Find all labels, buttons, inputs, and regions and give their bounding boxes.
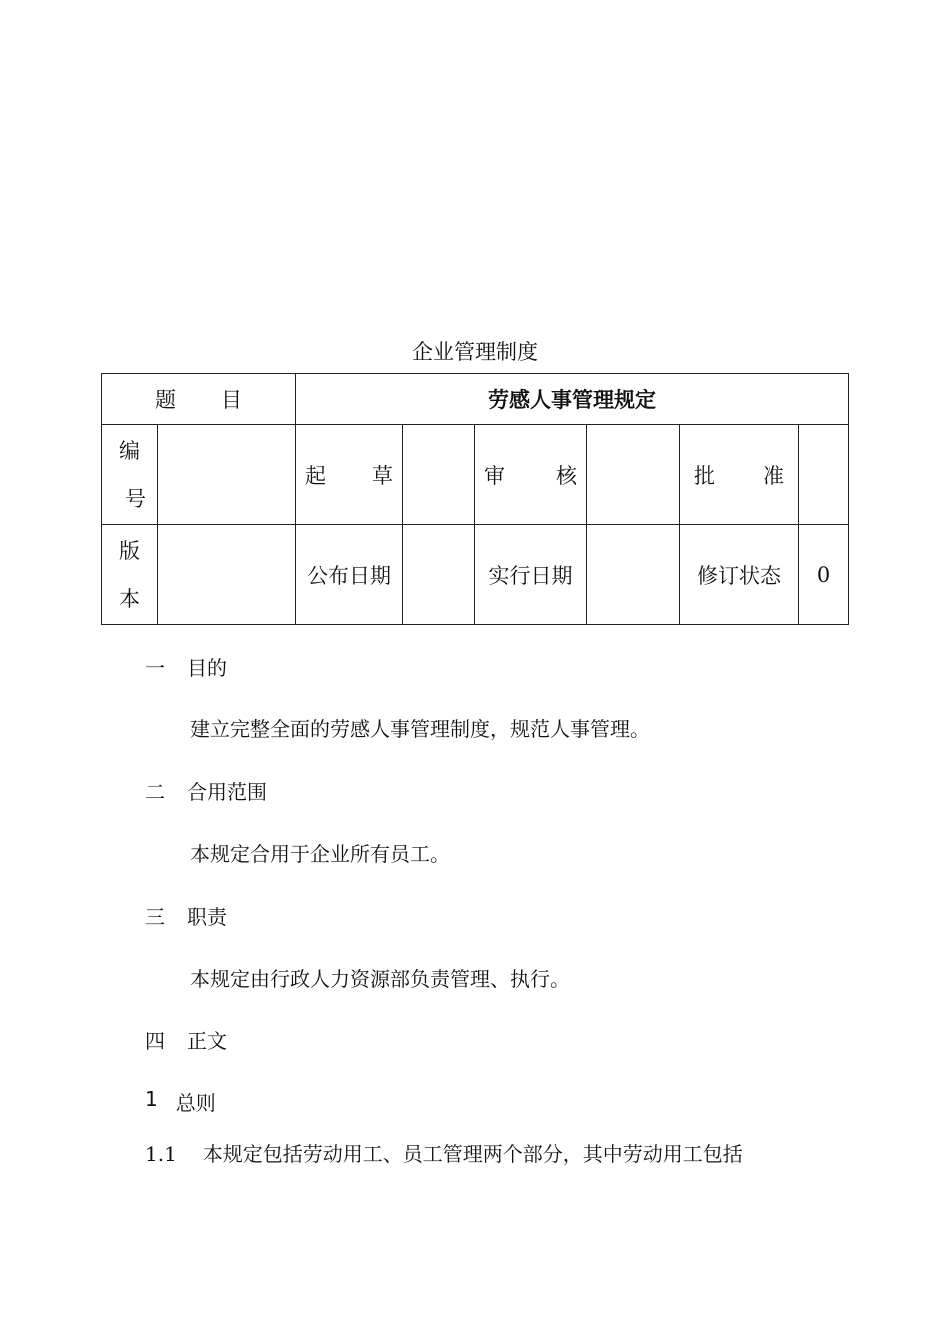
- section-heading-purpose: [145, 652, 227, 681]
- review-label-cell: [475, 425, 587, 525]
- publish-date-label: 公布日期: [296, 525, 403, 625]
- draft-label-cell: [296, 425, 403, 525]
- version-label-char-2: 本: [119, 586, 140, 611]
- section-text-scope: 本规定合用于企业所有员工。: [190, 842, 450, 866]
- draft-label-char-2: 草: [372, 463, 393, 488]
- approve-label-char-1: 批: [694, 463, 715, 488]
- approve-value: [799, 425, 849, 525]
- version-label-char-1: 版: [119, 538, 140, 563]
- section-number: 一: [145, 656, 165, 680]
- subsection-title: 总则: [175, 1091, 216, 1115]
- document-heading: 企业管理制度: [412, 340, 538, 364]
- revision-status-value: 0: [799, 525, 849, 625]
- number-label-cell: [102, 425, 158, 525]
- revision-status-label: 修订状态: [680, 525, 799, 625]
- title-label-char-1: 题: [155, 388, 176, 412]
- number-value: [158, 425, 296, 525]
- section-heading-scope: [145, 776, 267, 805]
- section-title: 目的: [187, 656, 227, 680]
- draft-value: [403, 425, 475, 525]
- review-value: [587, 425, 680, 525]
- publish-date-value: [403, 525, 475, 625]
- title-label-cell: [102, 374, 296, 425]
- approve-label-char-2: 准: [763, 463, 784, 488]
- version-value: [158, 525, 296, 625]
- section-title: 职责: [187, 905, 227, 929]
- section-text-purpose: 建立完整全面的劳感人事管理制度，规范人事管理。: [190, 717, 650, 741]
- title-label-char-2: 目: [221, 388, 242, 412]
- section-heading-responsibility: [145, 901, 227, 930]
- document-info-table: [101, 373, 849, 625]
- section-number: 二: [145, 780, 165, 804]
- section-title: 正文: [187, 1029, 227, 1053]
- section-heading-main-text: [145, 1025, 227, 1054]
- section-text-responsibility: 本规定由行政人力资源部负责管理、执行。: [190, 967, 570, 991]
- section-title: 合用范围: [187, 780, 267, 804]
- clause-text: 本规定包括劳动用工、员工管理两个部分，其中劳动用工包括: [202, 1142, 743, 1166]
- effective-date-label: 实行日期: [475, 525, 587, 625]
- subsection-number: 1: [145, 1087, 158, 1111]
- clause-number: 1.1: [145, 1142, 177, 1166]
- version-label-cell: [102, 525, 158, 625]
- approve-label-cell: [680, 425, 799, 525]
- number-label-char-2: 号: [125, 486, 146, 511]
- regulation-title: 劳感人事管理规定: [296, 374, 849, 425]
- effective-date-value: [587, 525, 680, 625]
- number-label-char-1: 编: [119, 438, 140, 463]
- draft-label-char-1: 起: [305, 463, 326, 488]
- review-label-char-2: 核: [556, 463, 577, 488]
- subsection-heading-general: [145, 1087, 216, 1116]
- review-label-char-1: 审: [484, 463, 505, 488]
- clause-1-1: [145, 1138, 743, 1167]
- section-number: 三: [145, 905, 165, 929]
- section-number: 四: [145, 1029, 165, 1053]
